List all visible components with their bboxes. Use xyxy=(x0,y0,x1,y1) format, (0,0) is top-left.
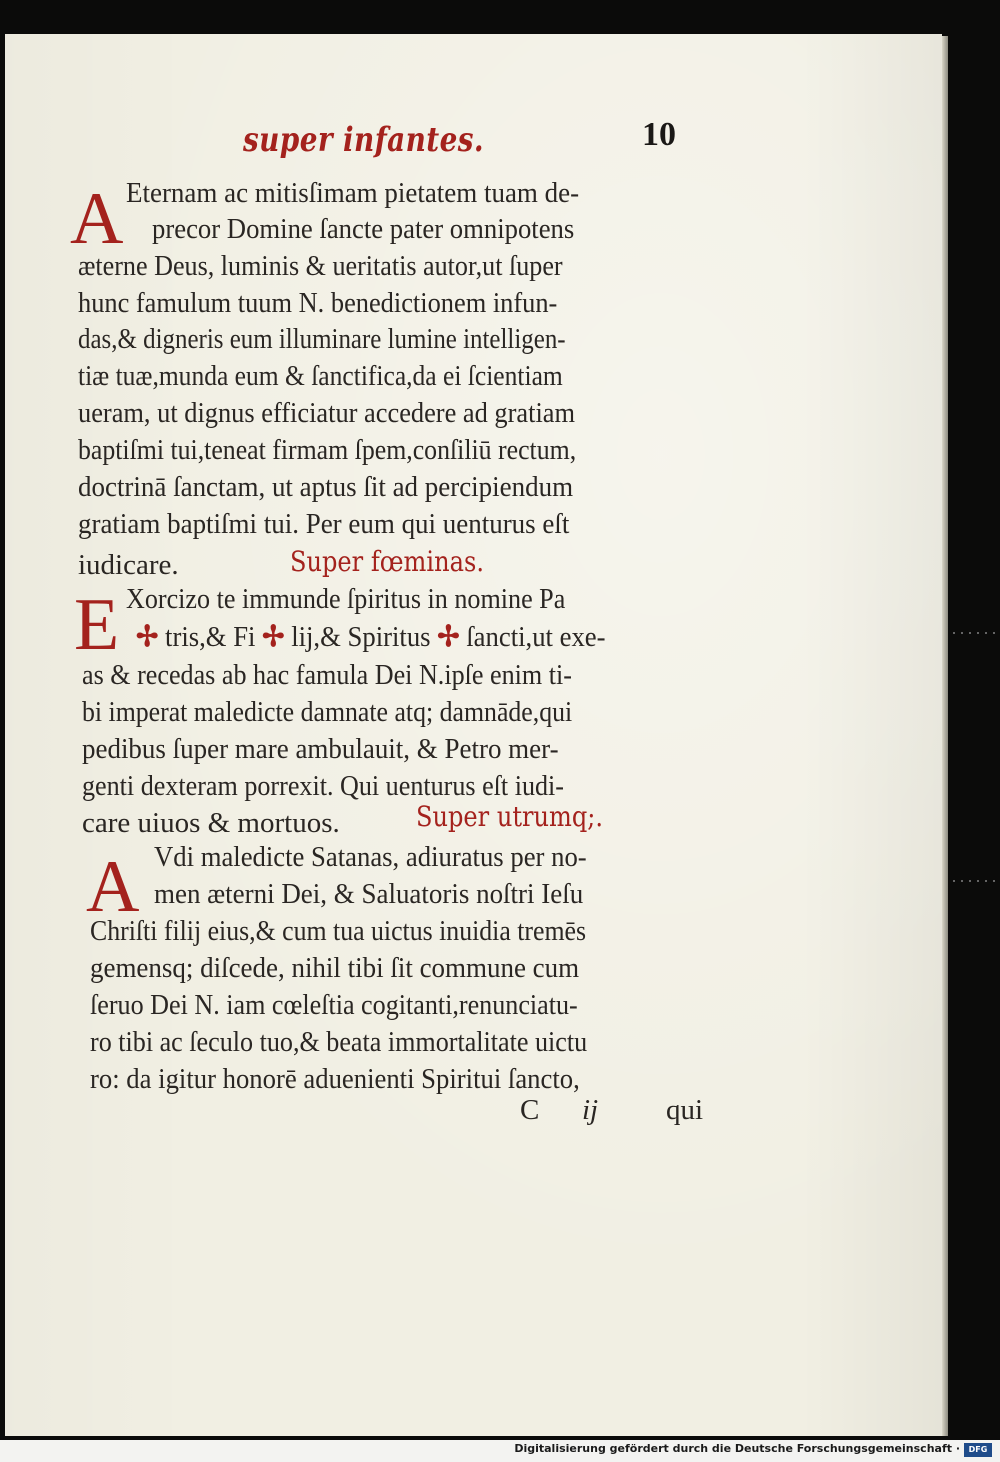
cross-icon: ✢ xyxy=(437,621,460,653)
text-line: iudicare. xyxy=(78,549,179,581)
running-header: super infantes. xyxy=(243,120,484,160)
text-line: gratiam baptiſmi tui. Per eum qui uenturus eſt xyxy=(78,508,570,540)
page-edge xyxy=(942,36,948,1436)
scan-dotted-line xyxy=(950,632,998,634)
text-line: ſeruo Dei N. iam cœleſtia cogitanti,renunciatu- xyxy=(90,989,578,1021)
text-segment: tris,& Fi xyxy=(165,621,256,653)
cross-icon: ✢ xyxy=(136,621,159,653)
text-line: Chriſti filij eius,& cum tua uictus inuidia tremēs xyxy=(90,915,587,947)
signature-mark: C xyxy=(520,1094,540,1126)
text-line: das,& digneris eum illuminare lumine intelligen- xyxy=(78,323,566,355)
funding-notice: Digitalisierung gefördert durch die Deutsche Forschungsgemeinschaft · xyxy=(514,1442,960,1455)
text-line: ro: da igitur honorē aduenienti Spiritui ſancto, xyxy=(90,1063,580,1095)
text-line: doctrinā ſanctam, ut aptus ſit ad percipiendum xyxy=(78,471,574,503)
dfg-logo-icon: DFG xyxy=(964,1443,992,1457)
text-line: baptiſmi tui,teneat firmam ſpem,conſiliū rectum, xyxy=(78,434,577,466)
catchword: qui xyxy=(666,1094,704,1126)
text-line: gemensq; diſcede, nihil tibi ſit commune cum xyxy=(90,952,580,984)
rubric-heading: Super utrumq;. xyxy=(416,800,604,833)
text-line: genti dexteram porrexit. Qui uenturus eſt iudi- xyxy=(82,770,565,802)
text-line: æterne Deus, luminis & ueritatis autor,ut ſuper xyxy=(78,250,563,282)
text-line-with-crosses xyxy=(136,620,606,654)
folio-number: 10 xyxy=(642,116,676,153)
text-segment: lij,& Spiritus xyxy=(291,621,431,653)
drop-initial: A xyxy=(70,178,124,260)
text-line: Xorcizo te immunde ſpiritus in nomine Pa xyxy=(126,583,566,615)
rubric-heading: Super fœminas. xyxy=(290,545,484,578)
text-line: ueram, ut dignus efficiatur accedere ad gratiam xyxy=(78,397,576,429)
text-line: precor Domine ſancte pater omnipotens xyxy=(152,213,575,245)
text-line: tiæ tuæ,munda eum & ſanctifica,da ei ſcientiam xyxy=(78,360,563,392)
footer-bar xyxy=(0,1440,1000,1462)
drop-initial: E xyxy=(74,584,120,666)
scan-dotted-line xyxy=(950,880,998,882)
signature-number: ij xyxy=(582,1094,599,1126)
text-line: pedibus ſuper mare ambulauit, & Petro mer- xyxy=(82,733,559,765)
text-segment: ſancti,ut exe- xyxy=(466,621,606,653)
text-line: bi imperat maledicte damnate atq; damnāde,qui xyxy=(82,696,573,728)
text-line: men æterni Dei, & Saluatoris noſtri Ieſu xyxy=(154,878,584,910)
text-line: hunc famulum tuum N. benedictionem infun- xyxy=(78,287,558,319)
text-line: ro tibi ac ſeculo tuo,& beata immortalitate uictu xyxy=(90,1026,588,1058)
drop-initial: A xyxy=(86,846,140,928)
cross-icon: ✢ xyxy=(262,621,285,653)
text-line: Vdi maledicte Satanas, adiuratus per no- xyxy=(154,841,587,873)
text-line: as & recedas ab hac famula Dei N.ipſe enim ti- xyxy=(82,659,572,691)
text-line: Eternam ac mitisſimam pietatem tuam de- xyxy=(126,177,580,209)
text-line: care uiuos & mortuos. xyxy=(82,807,340,839)
